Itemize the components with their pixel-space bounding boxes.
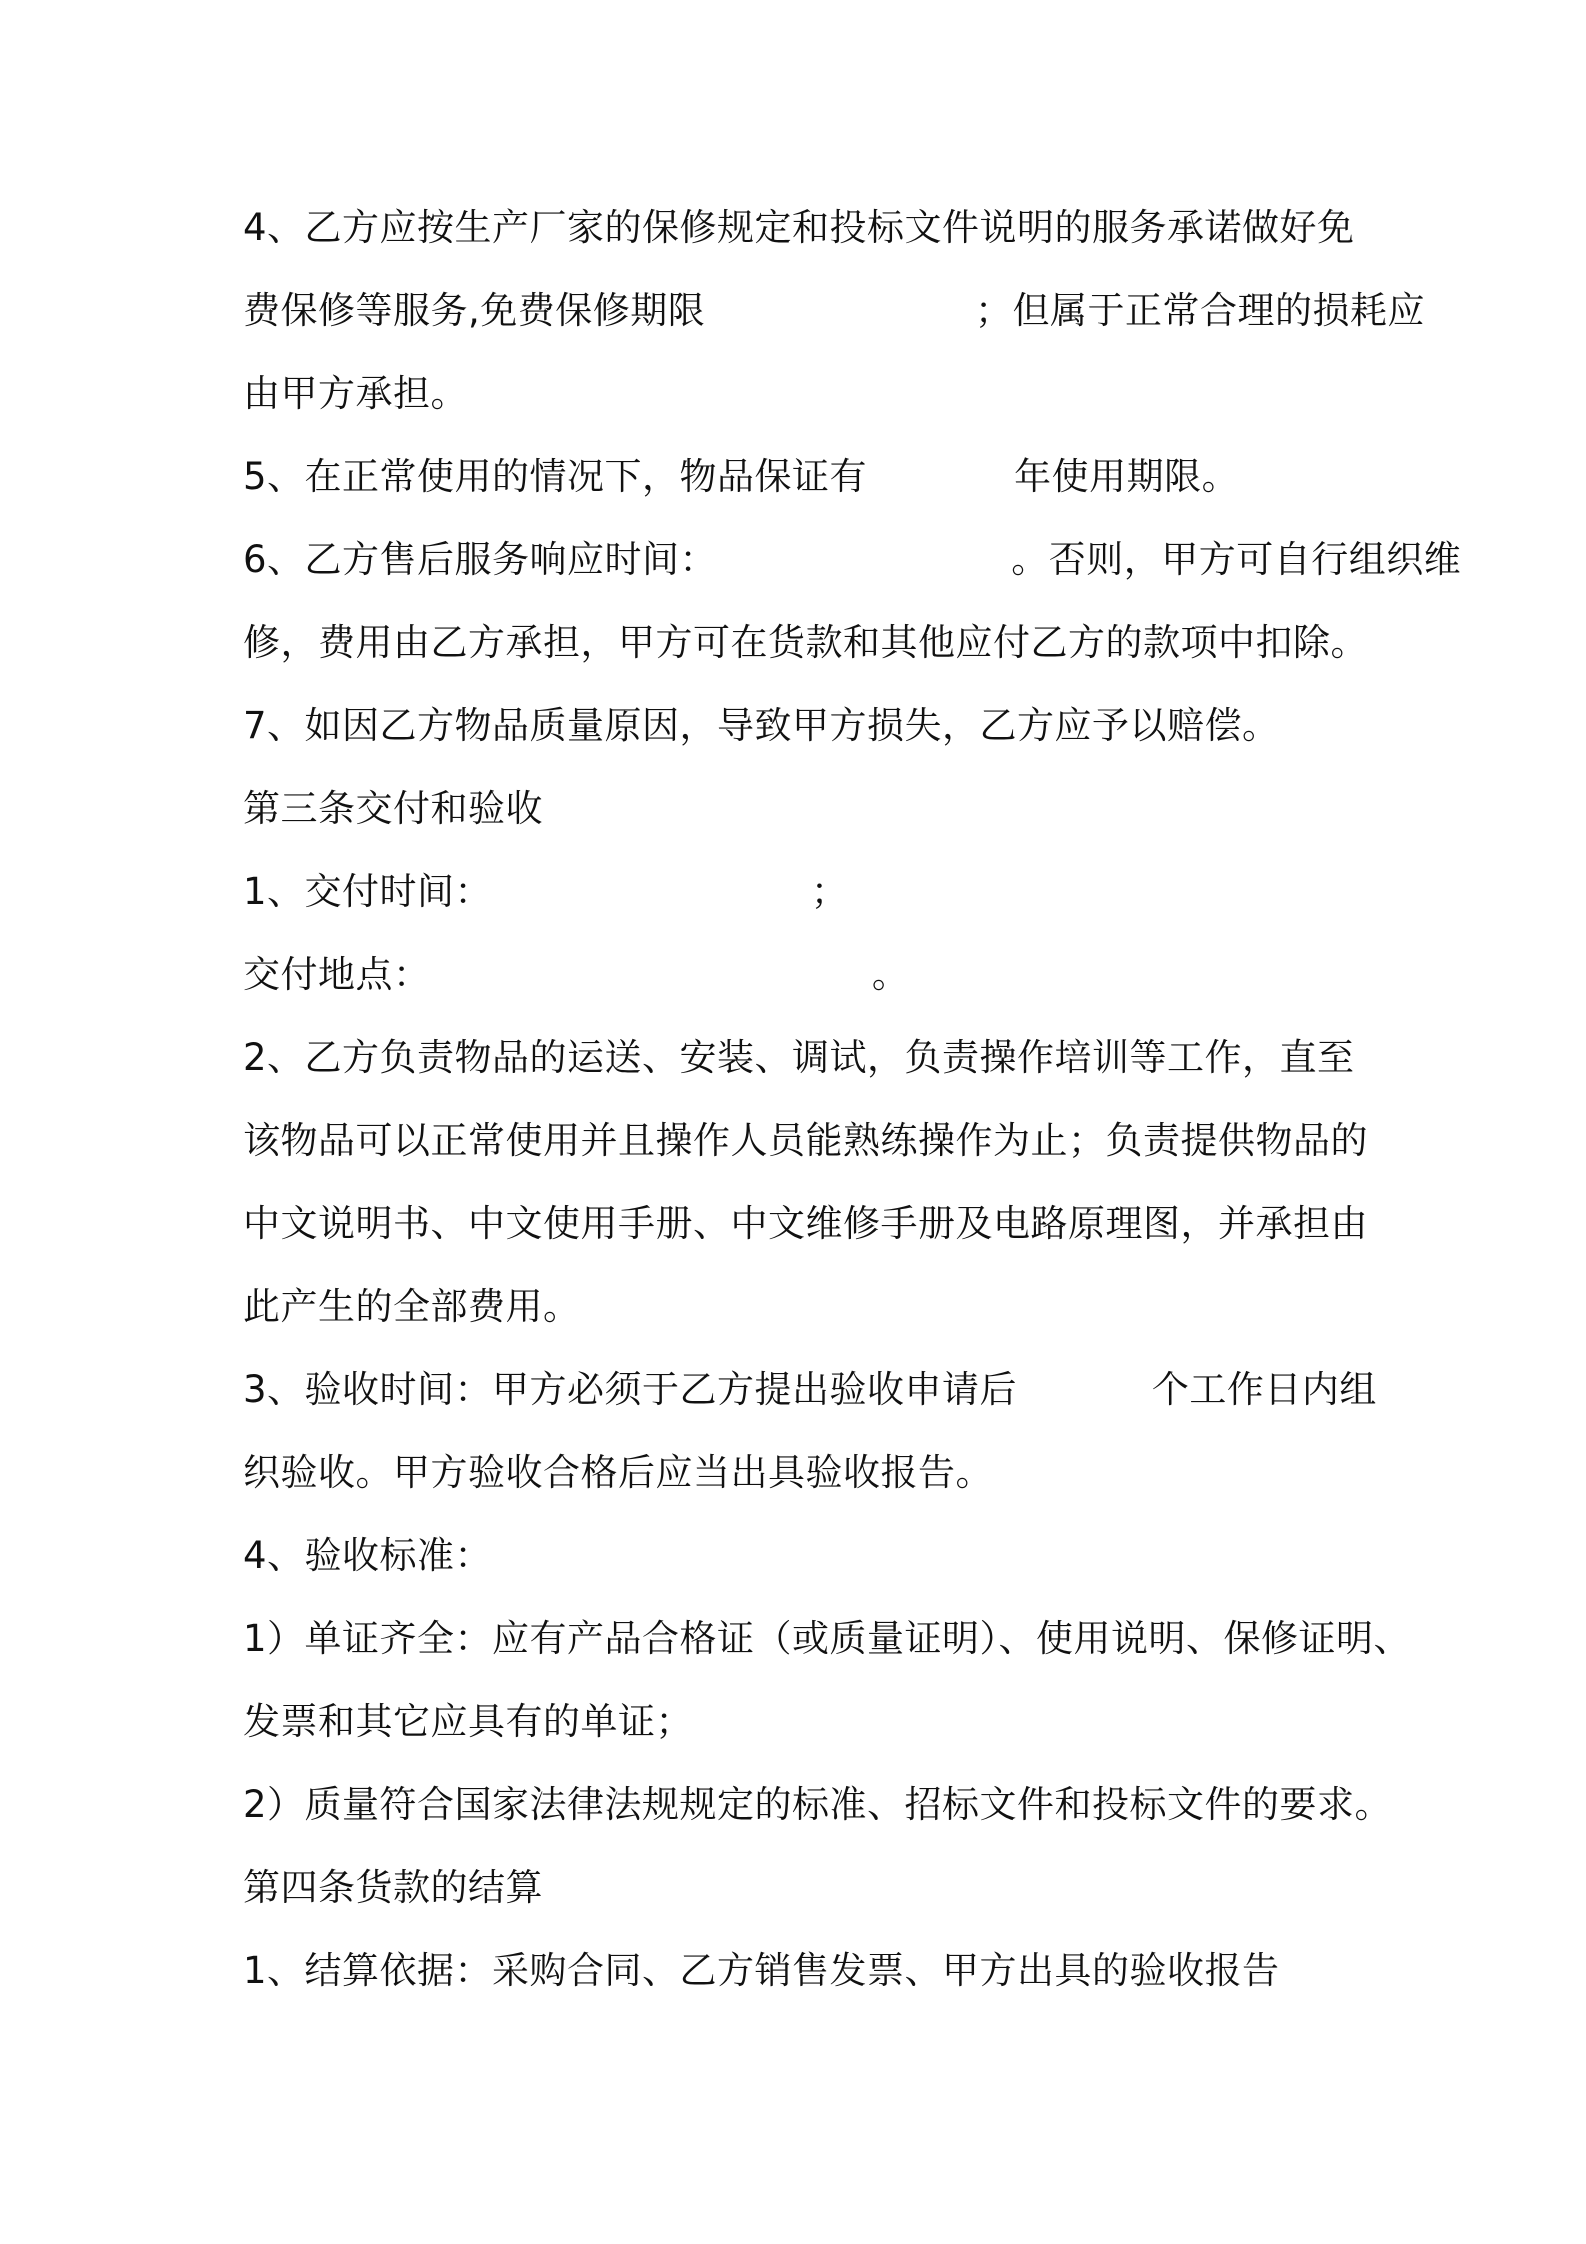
text-line: 由甲方承担。 — [243, 372, 468, 415]
text-line: 3、验收时间：甲方必须于乙方提出验收申请后 个工作日内组 — [243, 1368, 1377, 1411]
text-line: 1、结算依据：采购合同、乙方销售发票、甲方出具的验收报告 — [243, 1949, 1280, 1992]
text-line: 4、验收标准： — [243, 1534, 493, 1577]
text-line: 交付地点： 。 — [243, 953, 910, 996]
text-line: 2、乙方负责物品的运送、安装、调试，负责操作培训等工作，直至 — [243, 1036, 1355, 1079]
text-line: 5、在正常使用的情况下，物品保证有 年使用期限。 — [243, 455, 1240, 498]
text-line: 该物品可以正常使用并且操作人员能熟练操作为止；负责提供物品的 — [243, 1119, 1368, 1162]
text-line: 发票和其它应具有的单证； — [243, 1700, 693, 1743]
text-line: 6、乙方售后服务响应时间： 。否则，甲方可自行组织维 — [243, 538, 1462, 581]
text-line: 1、交付时间： ； — [243, 870, 849, 913]
text-line: 2）质量符合国家法律法规规定的标准、招标文件和投标文件的要求。 — [243, 1783, 1393, 1826]
text-line: 4、乙方应按生产厂家的保修规定和投标文件说明的服务承诺做好免 — [243, 206, 1355, 249]
text-line: 此产生的全部费用。 — [243, 1285, 581, 1328]
section-heading: 第四条货款的结算 — [243, 1866, 543, 1909]
text-line: 1）单证齐全：应有产品合格证（或质量证明）、使用说明、保修证明、 — [243, 1617, 1412, 1660]
section-heading: 第三条交付和验收 — [243, 787, 543, 830]
text-line: 中文说明书、中文使用手册、中文维修手册及电路原理图，并承担由 — [243, 1202, 1368, 1245]
text-line: 7、如因乙方物品质量原因，导致甲方损失，乙方应予以赔偿。 — [243, 704, 1280, 747]
text-line: 织验收。甲方验收合格后应当出具验收报告。 — [243, 1451, 993, 1494]
text-line: 费保修等服务,免费保修期限 ；但属于正常合理的损耗应 — [243, 289, 1426, 332]
text-line: 修，费用由乙方承担，甲方可在货款和其他应付乙方的款项中扣除。 — [243, 621, 1368, 664]
